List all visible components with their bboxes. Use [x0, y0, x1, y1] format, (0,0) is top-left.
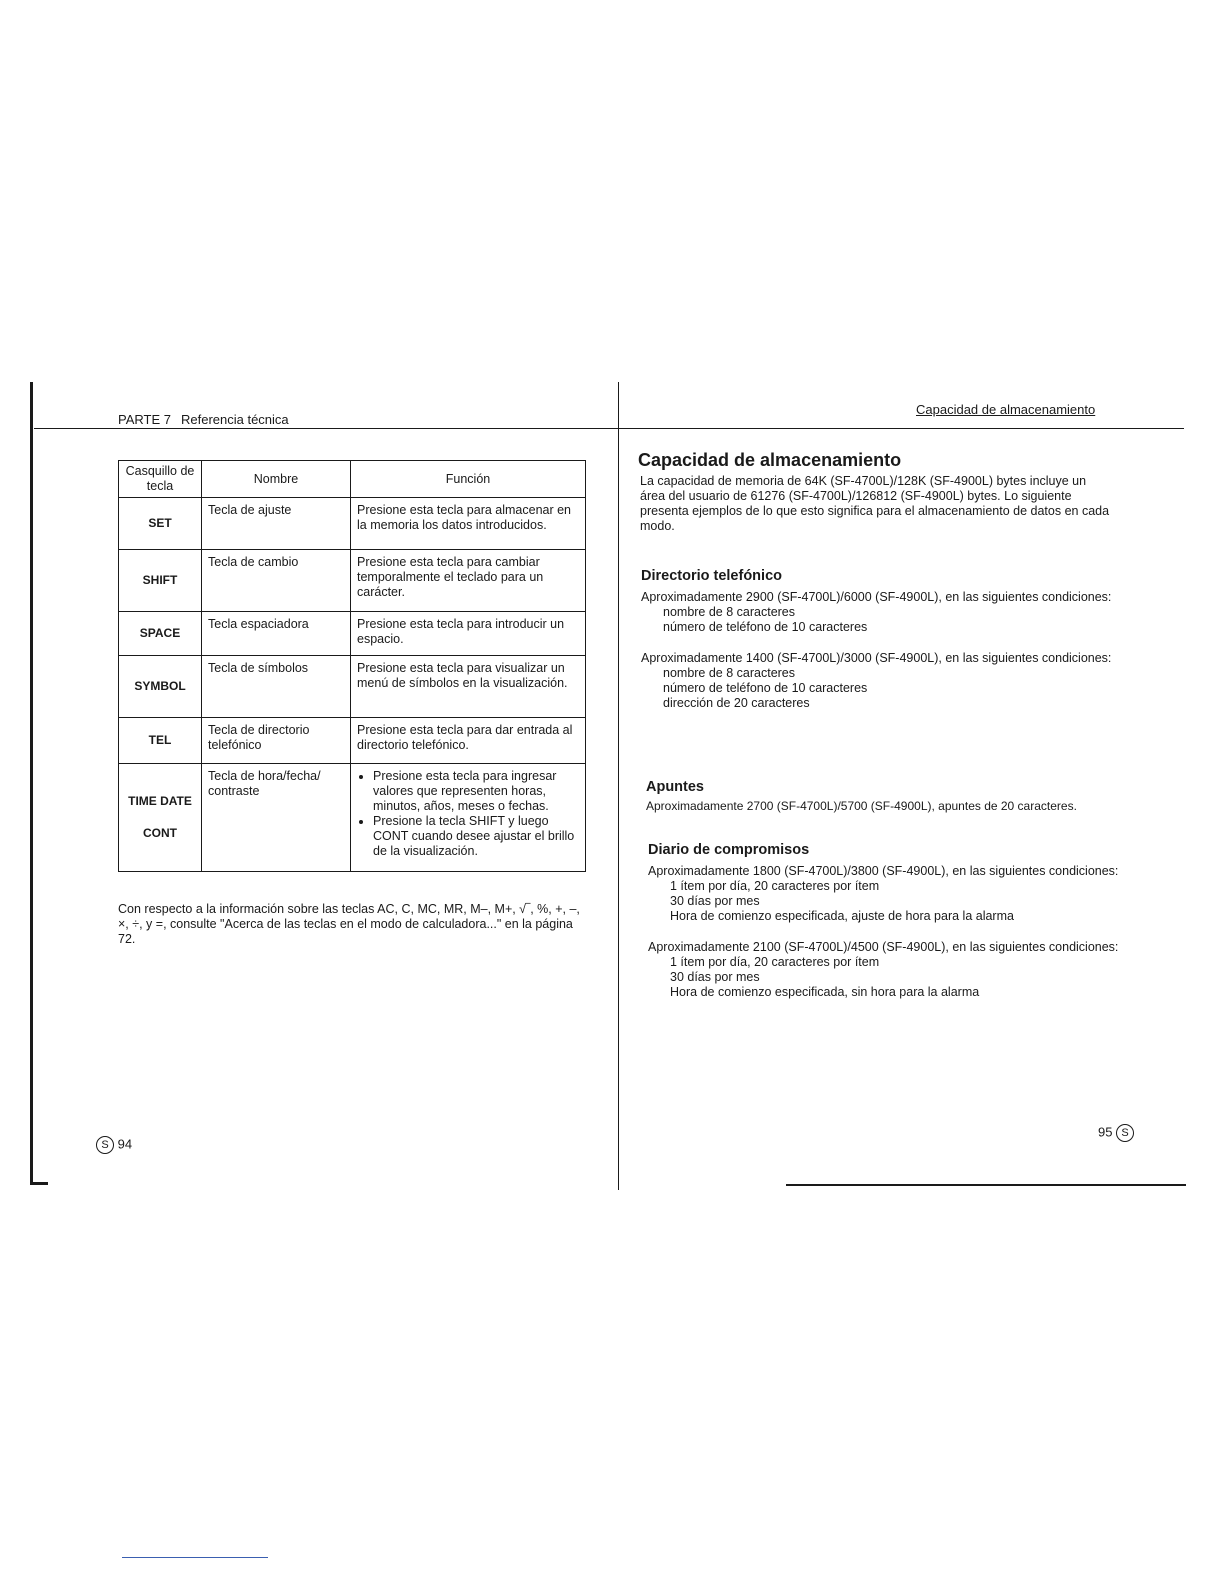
- condition-line: Hora de comienzo especificada, sin hora para la alarma: [670, 985, 980, 999]
- capacity-lead: Aproximadamente 2900 (SF-4700L)/6000 (SF-4900L), en las siguientes condiciones:: [641, 590, 1112, 604]
- name-cell: Tecla de hora/fecha/ contraste: [202, 764, 351, 872]
- header-name: Nombre: [202, 461, 351, 498]
- condition-line: 1 ítem por día, 20 caracteres por ítem: [670, 879, 880, 893]
- table-row: [119, 550, 586, 612]
- section-heading: Diario de compromisos: [648, 842, 810, 858]
- right-running-header: Capacidad de almacenamiento: [916, 402, 1096, 417]
- table-row: [119, 612, 586, 656]
- key-cell: SHIFT: [119, 550, 202, 612]
- section-heading: Apuntes: [646, 779, 704, 795]
- name-cell: Tecla de directorio telefónico: [202, 718, 351, 764]
- intro-paragraph: La capacidad de memoria de 64K (SF-4700L)/128K (SF-4900L) bytes incluye un área del usuario de 61276 (SF-4700L)/126812 (SF-4900L) bytes. Lo siguiente presenta ejemplos de lo que esto significa para el almacenamiento de datos en cada modo.: [640, 474, 1110, 533]
- condition-line: nombre de 8 caracteres: [663, 666, 796, 680]
- function-bullet: • Presione esta tecla para ingresar valores que representen horas, minutos, años, meses o fechas.: [373, 769, 579, 814]
- condition-line: número de teléfono de 10 caracteres: [663, 681, 868, 695]
- condition-line: número de teléfono de 10 caracteres: [663, 620, 868, 634]
- bottom-left-rule: [30, 1182, 48, 1185]
- header-function: Función: [351, 461, 586, 498]
- part-label: PARTE 7: [118, 412, 171, 427]
- page-number-value: 94: [117, 1136, 133, 1152]
- function-list: [357, 769, 579, 859]
- table-row: [119, 718, 586, 764]
- cont-key: CONT: [143, 826, 177, 840]
- name-cell: Tecla espaciadora: [202, 612, 351, 656]
- function-cell: Presione esta tecla para visualizar un menú de símbolos en la visualización.: [351, 656, 586, 718]
- condition-line: dirección de 20 caracteres: [663, 696, 810, 710]
- name-cell: Tecla de símbolos: [202, 656, 351, 718]
- name-cell: Tecla de cambio: [202, 550, 351, 612]
- capacity-lead: Aproximadamente 1400 (SF-4700L)/3000 (SF-4900L), en las siguientes condiciones:: [641, 651, 1112, 665]
- header-rule: [34, 428, 1184, 429]
- capacity-lead: Aproximadamente 2100 (SF-4700L)/4500 (SF-4900L), en las siguientes condiciones:: [648, 940, 1119, 954]
- bottom-right-rule: [786, 1184, 1186, 1186]
- section-heading: Directorio telefónico: [641, 568, 782, 584]
- condition-line: 30 días por mes: [670, 970, 760, 984]
- page-title: Capacidad de almacenamiento: [638, 450, 902, 470]
- left-page-number: [96, 1136, 132, 1154]
- function-cell: [351, 764, 586, 872]
- condition-line: 30 días por mes: [670, 894, 760, 908]
- language-s-icon: S: [1116, 1124, 1134, 1142]
- calculator-keys-note: Con respecto a la información sobre las teclas AC, C, MC, MR, M–, M+, √‾, %, +, –, ×, ÷, y =, consulte "Acerca de las teclas en el modo de calculadora..." en la página 72.: [118, 902, 580, 946]
- key-reference-table: [118, 460, 586, 872]
- footer-blue-line: [122, 1557, 268, 1558]
- table-row: [119, 498, 586, 550]
- notes-capacity: Aproximadamente 2700 (SF-4700L)/5700 (SF-4900L), apuntes de 20 caracteres.: [646, 799, 1077, 813]
- table-header-row: [119, 461, 586, 498]
- section-label: Referencia técnica: [180, 412, 289, 427]
- table-row: [119, 656, 586, 718]
- key-cell: SYMBOL: [119, 656, 202, 718]
- function-bullet: • Presione la tecla SHIFT y luego CONT cuando desee ajustar el brillo de la visualización.: [373, 814, 579, 859]
- notes-section: [646, 779, 1118, 814]
- language-s-icon: S: [96, 1136, 114, 1154]
- function-cell: Presione esta tecla para introducir un espacio.: [351, 612, 586, 656]
- diary-section: [648, 842, 1120, 1000]
- header-keycap: Casquillo de tecla: [119, 461, 202, 498]
- key-cell: SPACE: [119, 612, 202, 656]
- capacity-lead: Aproximadamente 1800 (SF-4700L)/3800 (SF-4900L), en las siguientes condiciones:: [648, 864, 1119, 878]
- page-number-value: 95: [1098, 1124, 1113, 1140]
- condition-line: Hora de comienzo especificada, ajuste de hora para la alarma: [670, 909, 1014, 923]
- condition-line: 1 ítem por día, 20 caracteres por ítem: [670, 955, 880, 969]
- function-cell: Presione esta tecla para almacenar en la memoria los datos introducidos.: [351, 498, 586, 550]
- function-cell: Presione esta tecla para cambiar temporalmente el teclado para un carácter.: [351, 550, 586, 612]
- key-cell: TEL: [119, 718, 202, 764]
- left-margin-rule: [30, 382, 33, 1184]
- time-date-key: TIME DATE: [128, 794, 192, 808]
- key-cell: SET: [119, 498, 202, 550]
- phone-directory-section: [641, 568, 1113, 711]
- condition-line: nombre de 8 caracteres: [663, 605, 796, 619]
- name-cell: Tecla de ajuste: [202, 498, 351, 550]
- function-cell: Presione esta tecla para dar entrada al directorio telefónico.: [351, 718, 586, 764]
- spine-rule: [618, 382, 619, 1190]
- table-row: [119, 764, 586, 872]
- left-running-header: [118, 412, 289, 427]
- key-cell: [119, 764, 202, 872]
- right-page-number: [1098, 1124, 1134, 1142]
